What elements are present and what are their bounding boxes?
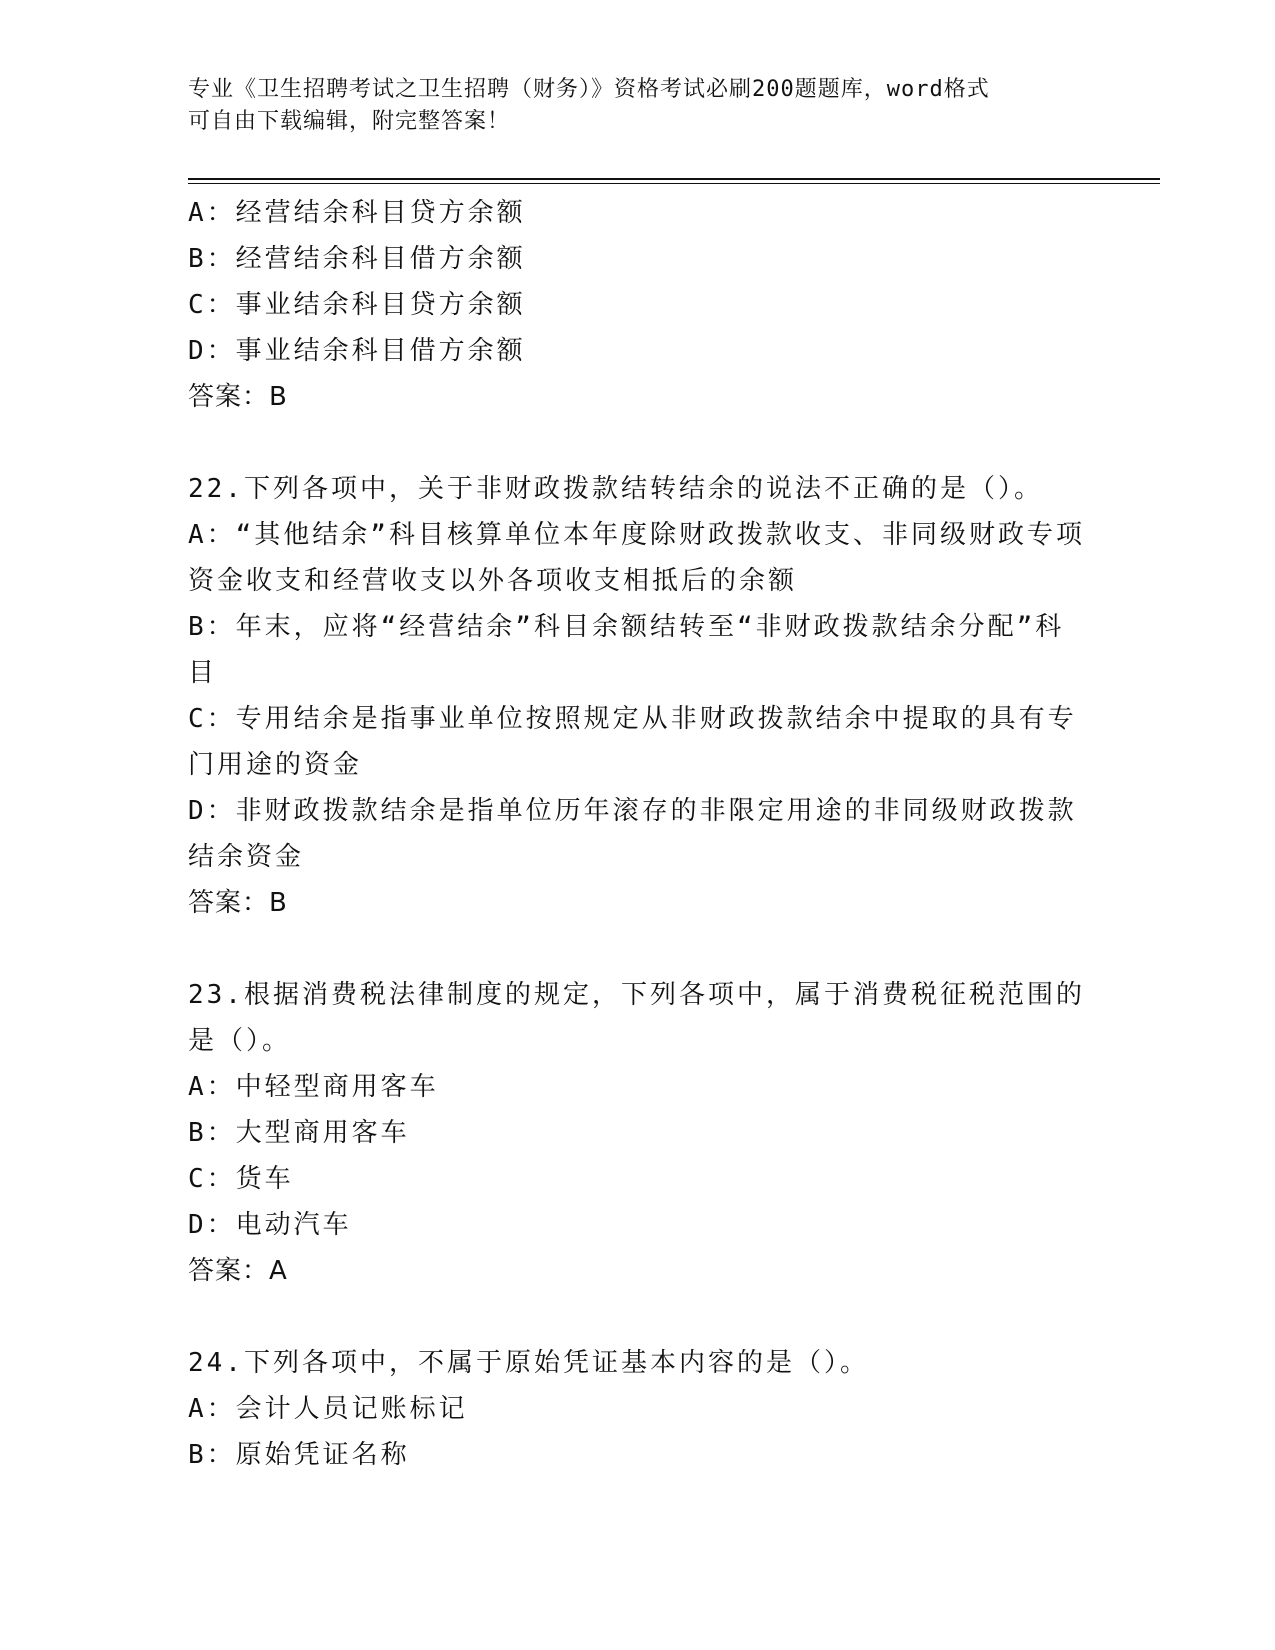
question-stem: 23.根据消费税法律制度的规定，下列各项中，属于消费税征税范围的是（）。	[188, 980, 1085, 1056]
option-a: A：中轻型商用客车	[188, 1072, 439, 1102]
header-rule-thick	[188, 178, 1160, 180]
question-stem: 22.下列各项中，关于非财政拨款结转结余的说法不正确的是（）。	[188, 474, 1043, 504]
question-23	[188, 972, 1088, 1294]
spacer	[188, 1294, 1088, 1340]
option-b: B：年末，应将“经营结余”科目余额结转至“非财政拨款结余分配”科目	[188, 612, 1065, 688]
header-line-1: 专业《卫生招聘考试之卫生招聘（财务）》资格考试必刷200题题库，word格式	[188, 77, 990, 102]
document-header	[188, 74, 1068, 138]
question-22	[188, 466, 1088, 926]
option-b: B：经营结余科目借方余额	[188, 244, 526, 274]
header-line-2: 可自由下载编辑，附完整答案！	[188, 109, 511, 134]
option-c: C：事业结余科目贷方余额	[188, 290, 526, 320]
question-24	[188, 1340, 1088, 1478]
option-c: C：专用结余是指事业单位按照规定从非财政拨款结余中提取的具有专门用途的资金	[188, 704, 1077, 780]
option-b: B：大型商用客车	[188, 1118, 410, 1148]
question-stem: 24.下列各项中，不属于原始凭证基本内容的是（）。	[188, 1348, 869, 1378]
option-c: C：货车	[188, 1164, 294, 1194]
answer: 答案：A	[188, 1256, 288, 1286]
option-a: A：“其他结余”科目核算单位本年度除财政拨款收支、非同级财政专项资金收支和经营收支以外各项收支相抵后的余额	[188, 520, 1085, 596]
option-d: D：电动汽车	[188, 1210, 352, 1240]
spacer	[188, 420, 1088, 466]
option-a: A：经营结余科目贷方余额	[188, 198, 526, 228]
question-content	[188, 190, 1088, 1478]
option-a: A：会计人员记账标记	[188, 1394, 468, 1424]
answer: 答案：B	[188, 888, 288, 918]
option-d: D：非财政拨款结余是指单位历年滚存的非限定用途的非同级财政拨款结余资金	[188, 796, 1077, 872]
option-b: B：原始凭证名称	[188, 1440, 410, 1470]
option-d: D：事业结余科目借方余额	[188, 336, 526, 366]
answer: 答案：B	[188, 382, 288, 412]
question-21	[188, 190, 1088, 420]
header-rule-thin	[188, 183, 1160, 184]
spacer	[188, 926, 1088, 972]
